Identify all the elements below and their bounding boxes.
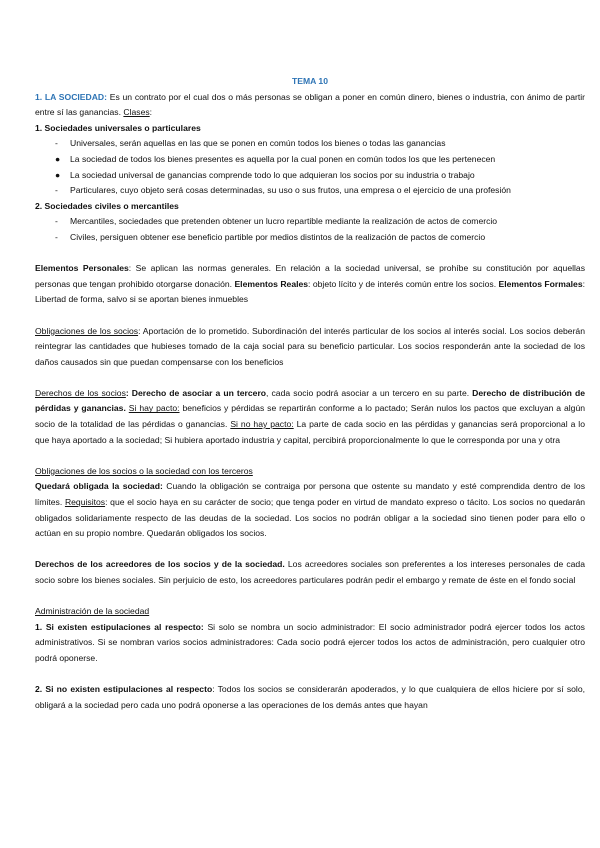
sociedad-text: Es un contrato por el cual dos o más personas se obligan a poner en común dinero, bienes o industria, con ánimo de partir entre sí las ganancias. bbox=[35, 91, 586, 118]
nopacto-text: La parte de cada socio en las pérdidas y ganancias será proporcional a lo que haya aportado a la sociedad; Si hubiera aportado industria y capital, percibirá proporcionalmente lo que le corresponda por una y otra bbox=[35, 419, 585, 445]
asociar-label: Derecho de asociar a un tercero bbox=[128, 387, 267, 398]
document-body bbox=[35, 74, 585, 713]
queda-label: Quedará obligada la sociedad: bbox=[35, 481, 163, 492]
list-marker: ● bbox=[55, 153, 61, 164]
spacer bbox=[35, 308, 585, 324]
civiles-heading bbox=[35, 199, 585, 215]
admin-p2-text: : Todos los socios se considerarán apoderados, y lo que cualquiera de ellos hiciere por sí solo, obligará a la sociedad pero cada uno podrá oponerse a las operaciones de los demás antes que hayan bbox=[35, 684, 585, 710]
obligaciones-label: Obligaciones de los socios bbox=[35, 325, 139, 336]
acreedores-label: Derechos de los acreedores de los socios y de la sociedad. bbox=[35, 559, 285, 570]
acreedores-text: Los acreedores sociales son preferentes a los intereses personales de cada socio sobre los bienes sociales. Sin perjuicio de esto, los acreedores particulares podrán pedir el embargo y remate de éste en el fondo social bbox=[35, 559, 585, 585]
list-item-text: La sociedad de todos los bienes presentes es aquella por la cual ponen en común todos los que les pertenecen bbox=[70, 153, 496, 164]
derechos-paragraph bbox=[35, 386, 585, 448]
list-marker: - bbox=[55, 216, 58, 227]
administracion-heading bbox=[35, 604, 585, 620]
elementos-paragraph bbox=[35, 261, 585, 308]
elementos-reales-label: Elementos Reales bbox=[234, 278, 309, 289]
sociedad-paragraph bbox=[35, 90, 585, 121]
spacer bbox=[35, 448, 585, 464]
list-item bbox=[35, 136, 585, 152]
list-marker: - bbox=[55, 138, 58, 149]
elementos-formales-text: : Libertad de forma, salvo si se aportan bienes inmuebles bbox=[35, 278, 585, 305]
list-item-text: Particulares, cuyo objeto será cosas determinadas, su uso o sus frutos, una empresa o el ejercicio de una profesión bbox=[70, 185, 511, 196]
list-item bbox=[35, 152, 585, 168]
asociar-text: , cada socio podrá asociar a un tercero en su parte. bbox=[266, 387, 473, 398]
obligaciones-colon: : bbox=[138, 325, 141, 336]
derechos-label: Derechos de los socios bbox=[35, 387, 126, 398]
spacer bbox=[35, 667, 585, 683]
elementos-reales-text: : objeto lícito y de interés común entre los socios. bbox=[308, 278, 499, 289]
sipacto-label: Si hay pacto: bbox=[128, 403, 180, 414]
page-title: TEMA 10 bbox=[292, 76, 328, 86]
requisitos-label: Requisitos bbox=[64, 497, 106, 508]
list-item bbox=[35, 183, 585, 199]
universales-heading-text: 1. Sociedades universales o particulares bbox=[35, 122, 201, 133]
administracion-p1 bbox=[35, 620, 585, 667]
nopacto-label: Si no hay pacto: bbox=[230, 419, 294, 430]
sociedad-heading: 1. LA SOCIEDAD: bbox=[35, 91, 108, 102]
administracion-heading-text: Administración de la sociedad bbox=[35, 606, 150, 617]
spacer bbox=[35, 370, 585, 386]
spacer bbox=[35, 542, 585, 558]
elementos-personales-label: Elementos Personales bbox=[35, 263, 129, 274]
list-item-text: Universales, serán aquellas en las que se ponen en común todos los bienes o todas las ganancias bbox=[70, 138, 446, 149]
list-item bbox=[35, 214, 585, 230]
terceros-heading-text: Obligaciones de los socios o la sociedad con los terceros bbox=[35, 465, 253, 476]
admin-p2-label: 2. Si no existen estipulaciones al respecto bbox=[35, 684, 213, 695]
distribucion-label: Derecho de distribución de pérdidas y ganancias. bbox=[35, 387, 585, 414]
administracion-p2 bbox=[35, 682, 585, 713]
list-marker: - bbox=[55, 185, 58, 196]
list-item bbox=[35, 230, 585, 246]
queda-text: Cuando la obligación se contraiga por persona que ostente su mandato y esté comprendida dentro de los límites. bbox=[35, 481, 585, 508]
civiles-list bbox=[35, 214, 585, 245]
list-item-text: Civiles, persiguen obtener ese beneficio partible por medios distintos de la realización de pactos de comercio bbox=[70, 231, 486, 242]
elementos-formales-label: Elementos Formales bbox=[498, 278, 583, 289]
list-item-text: La sociedad universal de ganancias comprende todo lo que adquieran los socios por su industria o trabajo bbox=[70, 169, 475, 180]
elementos-personales-text: : Se aplican las normas generales. En relación a la sociedad universal, se prohíbe su constitución por aquellas personas que tengan prohibido otorgarse donación. bbox=[35, 263, 585, 289]
derechos-colon: : bbox=[125, 387, 129, 398]
clases-colon: : bbox=[149, 107, 153, 118]
obligaciones-text: Aportación de lo prometido. Subordinación del interés particular de los socios al interés social. Los socios deberán reintegrar las cantidades que hubieses tomado de la caja social para su beneficio particular. Los socios responderán ante la sociedad de los daños causados sin que puedan compensarse con los beneficios bbox=[35, 325, 585, 367]
civiles-heading-text: 2. Sociedades civiles o mercantiles bbox=[35, 200, 179, 211]
list-marker: ● bbox=[55, 169, 61, 180]
universales-heading bbox=[35, 121, 585, 137]
requisitos-text: : que el socio haya en su carácter de socio; que tenga poder en virtud de mandato expreso o tácito. Los socios no quedarán obligados solidariamente respecto de las deudas de la sociedad. Los socios no podrán obligar a la sociedad sino tienen poder para ello o actúan en su propio nombre. Quedarán obligados los socios. bbox=[35, 497, 586, 539]
obligaciones-paragraph bbox=[35, 324, 585, 371]
spacer bbox=[35, 246, 585, 262]
clases-label: Clases bbox=[123, 107, 150, 118]
acreedores-paragraph bbox=[35, 557, 585, 588]
list-item bbox=[35, 168, 585, 184]
list-marker: - bbox=[55, 231, 58, 242]
sipacto-text: beneficios y pérdidas se repartirán conforme a lo pactado; Serán nulos los pactos que excluyan a algún socio de la totalidad de las pérdidas o ganancias. bbox=[35, 403, 586, 430]
universales-list bbox=[35, 136, 585, 198]
admin-p1-text: Si solo se nombra un socio administrador: El socio administrador podrá ejercer todos los actos administrativos. Si se nombran varios socios administradores: Cada socio podrá ejercer todos los actos de administración, pero cualquier otro podrá oponerse. bbox=[35, 621, 585, 663]
spacer bbox=[35, 589, 585, 605]
admin-p1-label: 1. Si existen estipulaciones al respecto: bbox=[35, 621, 204, 632]
terceros-heading bbox=[35, 464, 585, 480]
terceros-paragraph bbox=[35, 479, 585, 541]
list-item-text: Mercantiles, sociedades que pretenden obtener un lucro repartible mediante la realización de actos de comercio bbox=[70, 216, 498, 227]
